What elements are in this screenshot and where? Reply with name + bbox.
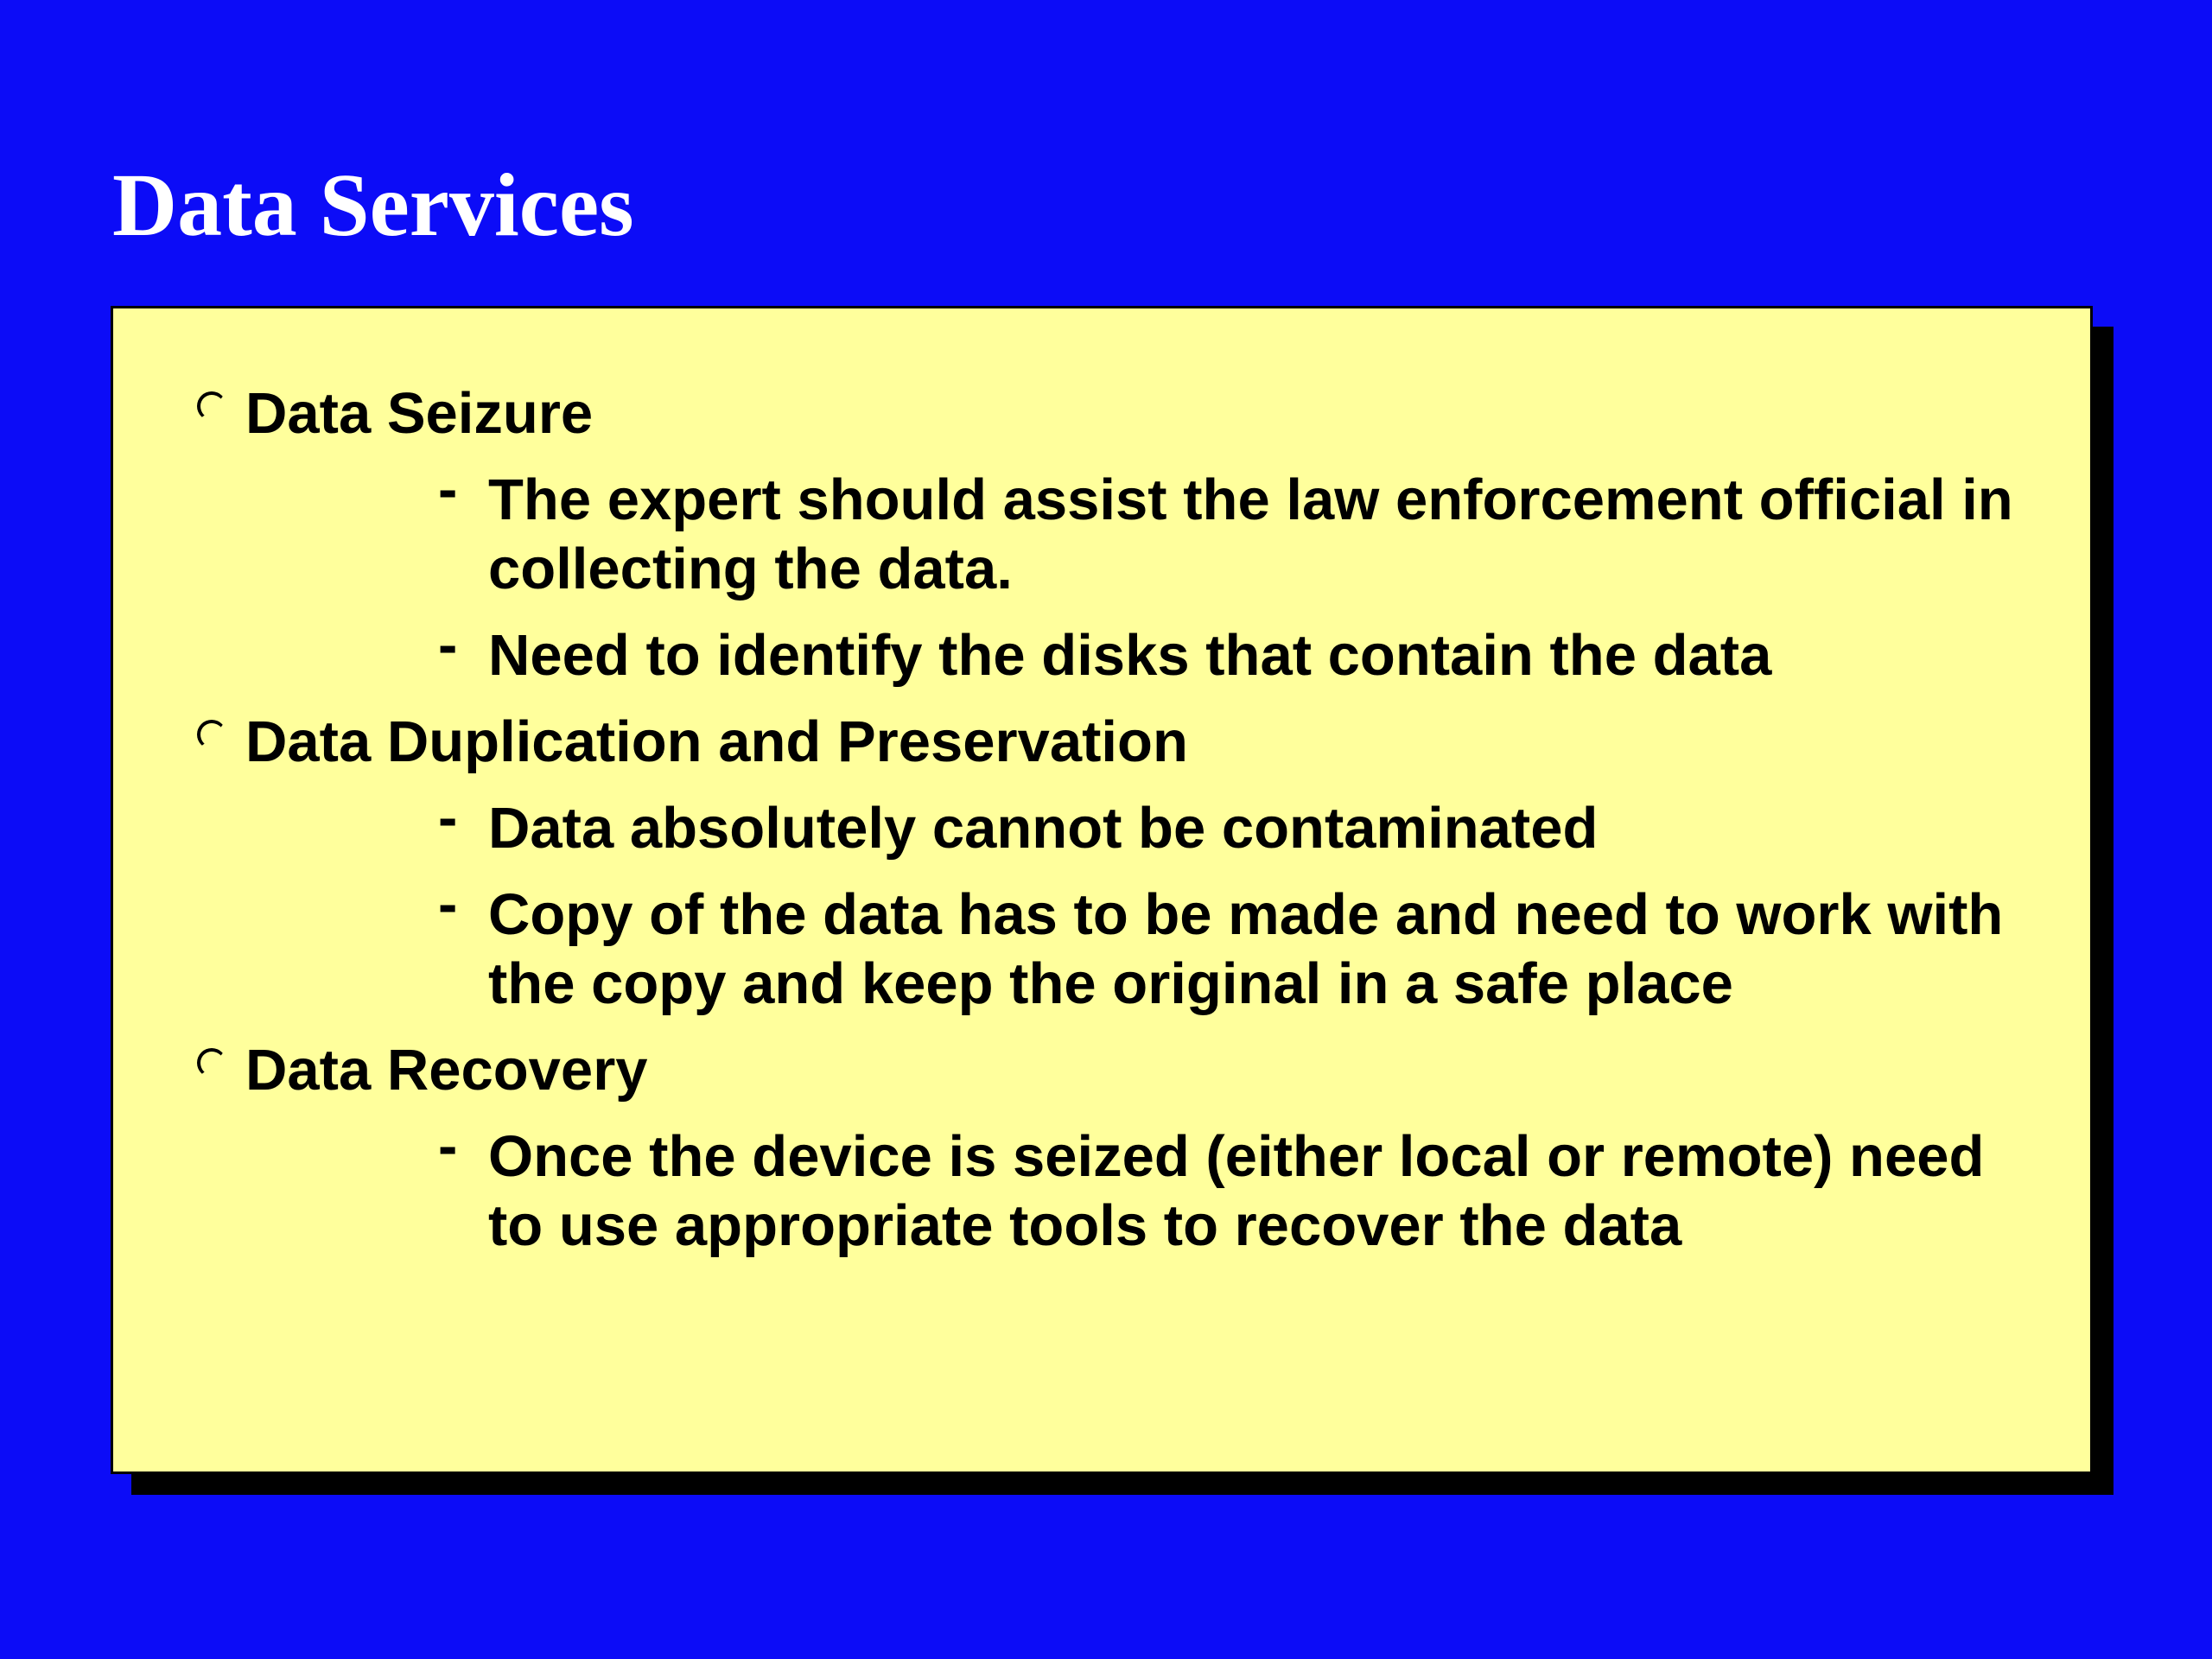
sub-bullet <box>245 1114 2090 1261</box>
sub-bullet-text: Need to identify the disks that contain the data <box>488 623 1772 688</box>
dash-bullet-icon: - <box>438 1114 458 1179</box>
slide-title: Data Services <box>112 156 634 255</box>
section-heading: Data Recovery <box>245 1038 648 1103</box>
dash-bullet-icon: - <box>438 872 458 937</box>
sub-bullet-list <box>245 785 2090 1019</box>
open-circle-icon <box>197 720 226 749</box>
section-data-duplication <box>113 708 2090 1019</box>
dash-bullet-icon: - <box>438 457 458 522</box>
sub-bullet-list <box>245 457 2090 690</box>
sub-bullet <box>245 457 2090 604</box>
section-data-seizure <box>113 379 2090 690</box>
sub-bullet-text: Data absolutely cannot be contaminated <box>488 796 1599 861</box>
sub-bullet-text: Copy of the data has to be made and need to work with the copy and keep the original in a safe place <box>488 882 2004 1016</box>
content-panel <box>111 306 2093 1474</box>
dash-bullet-icon: - <box>438 613 458 677</box>
sub-bullet-text: The expert should assist the law enforcement official in collecting the data. <box>488 467 2013 601</box>
bullet-list <box>113 379 2090 1278</box>
open-circle-icon <box>197 391 226 421</box>
section-heading: Data Duplication and Preservation <box>245 709 1188 774</box>
sub-bullet <box>245 872 2090 1019</box>
section-data-recovery <box>113 1036 2090 1261</box>
section-heading: Data Seizure <box>245 381 594 446</box>
sub-bullet <box>245 613 2090 690</box>
sub-bullet <box>245 785 2090 863</box>
open-circle-icon <box>197 1048 226 1077</box>
sub-bullet-text: Once the device is seized (either local or remote) need to use appropriate tools to recover the data <box>488 1124 1985 1258</box>
dash-bullet-icon: - <box>438 785 458 850</box>
sub-bullet-list <box>245 1114 2090 1261</box>
